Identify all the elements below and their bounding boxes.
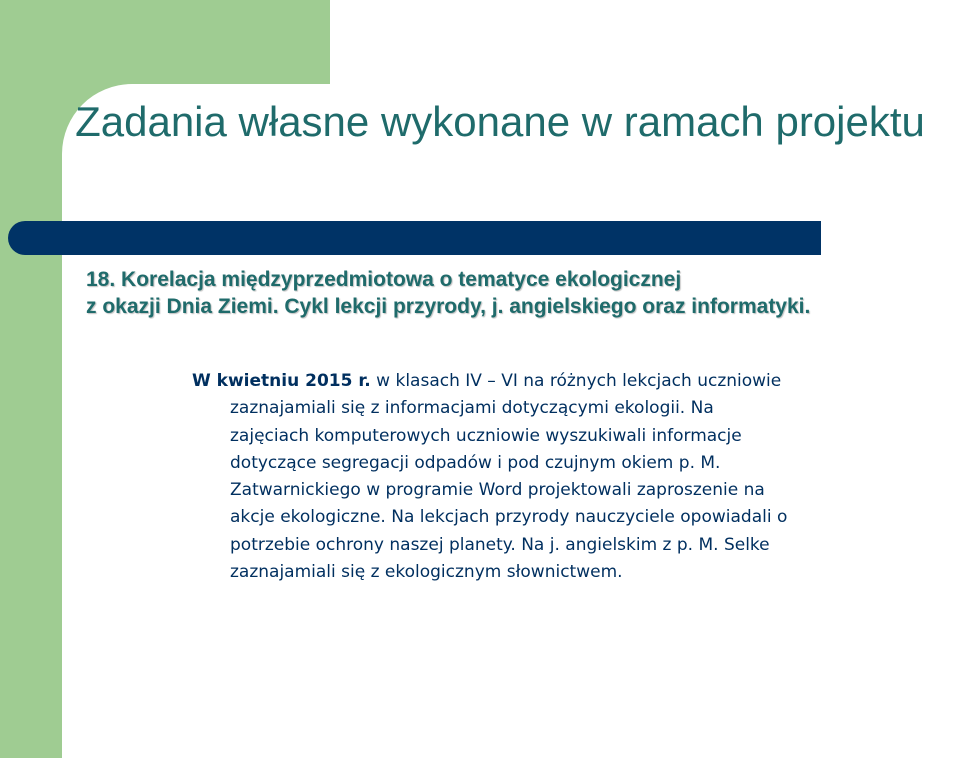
body-line: akcje ekologiczne. Na lekcjach przyrody nauczyciele opowiadali o [230, 507, 788, 528]
subtitle-line-2: z okazji Dnia Ziemi. Cykl lekcji przyrody, j. angielskiego oraz informatyki. [86, 295, 811, 318]
body-first-line [192, 368, 912, 395]
slide-subtitle [86, 266, 946, 320]
body-line: zaznajamiali się z ekologicznym słownictwem. [230, 562, 623, 583]
green-left-strip [0, 0, 62, 758]
subtitle-line-1: 18. Korelacja międzyprzedmiotowa o tematyce ekologicznej [86, 268, 682, 291]
body-line: dotyczące segregacji odpadów i pod czujnym okiem p. M. [230, 452, 721, 473]
body-line: potrzebie ochrony naszej planety. Na j. angielskim z p. M. Selke [230, 534, 770, 555]
slide-body-text [192, 368, 912, 586]
body-line-1: w klasach IV – VI na różnych lekcjach uczniowie [376, 371, 782, 391]
body-line: Zatwarnickiego w programie Word projektowali zaproszenie na [230, 480, 765, 501]
body-line: zaznajamiali się z informacjami dotyczącymi ekologii. Na [230, 398, 714, 419]
slide-title: Zadania własne wykonane w ramach projektu [75, 98, 925, 145]
body-line: zajęciach komputerowych uczniowie wyszukiwali informacje [230, 425, 742, 446]
navy-divider-bar [8, 221, 821, 255]
body-lead-date: W kwietniu 2015 r. [192, 371, 371, 391]
